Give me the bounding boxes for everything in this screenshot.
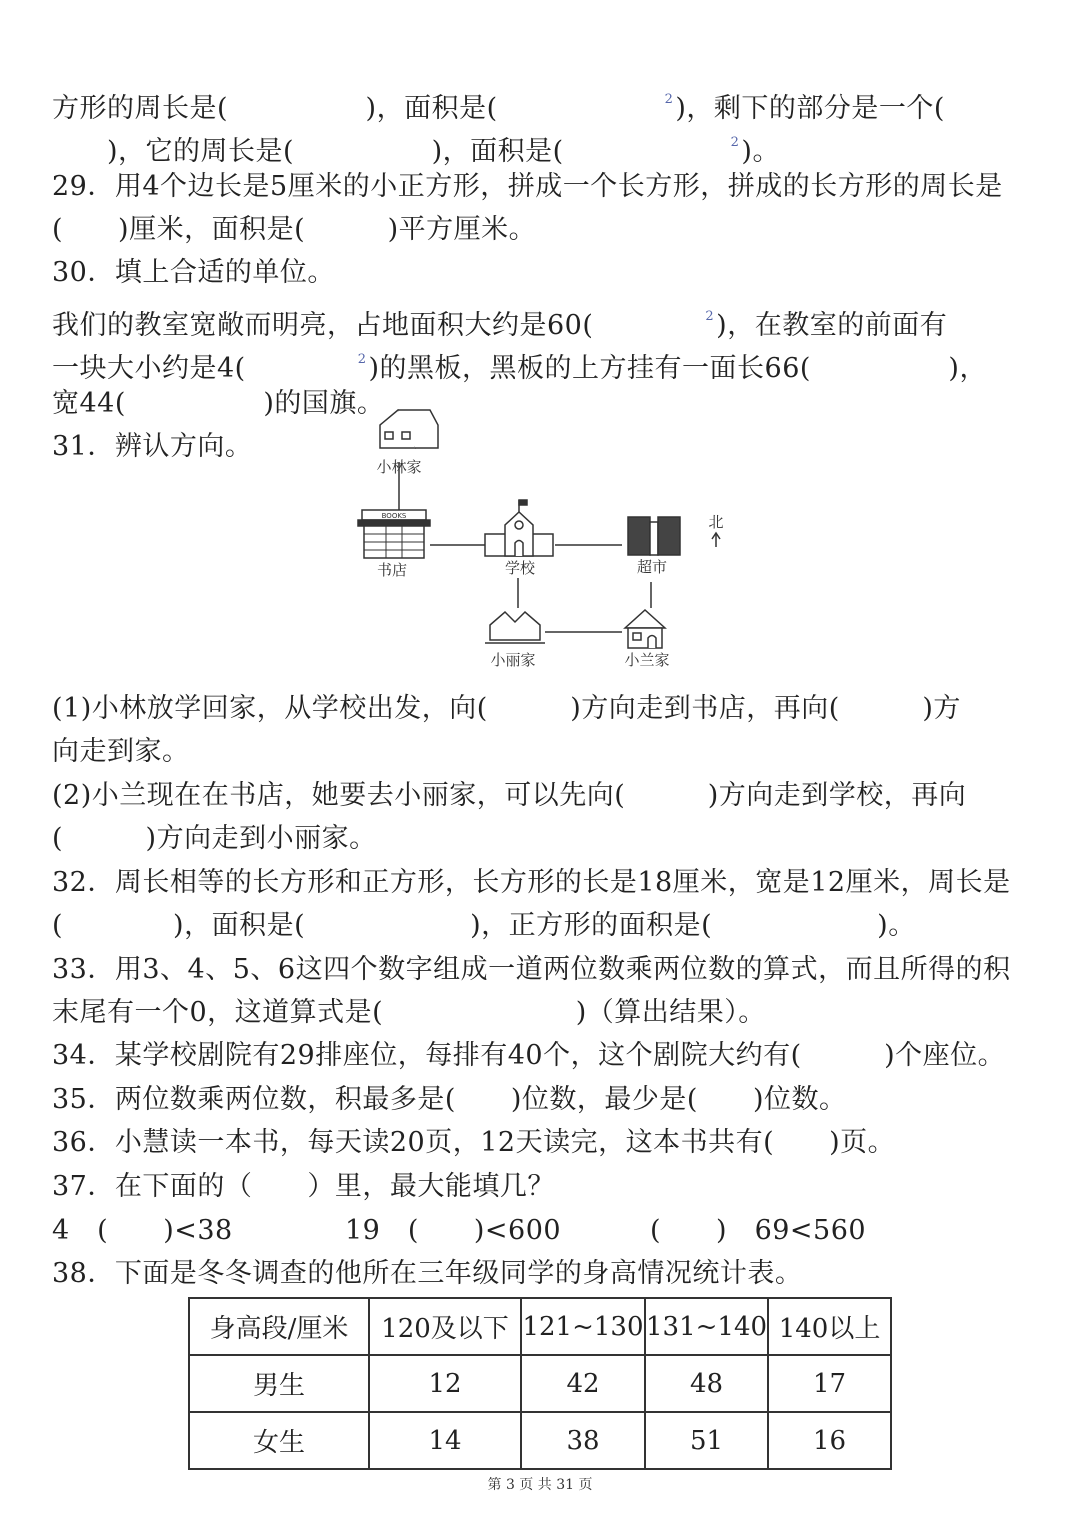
table-cell: 16 <box>768 1412 891 1469</box>
text-segment: 30．填上合适的单位。 <box>52 257 335 288</box>
text-segment: 35．两位数乘两位数，积最多是( )位数，最少是( )位数。 <box>52 1084 847 1115</box>
table-cell: 12 <box>369 1355 521 1412</box>
supermarket-icon <box>628 517 680 555</box>
text-segment: ( )厘米，面积是( )平方厘米。 <box>52 214 537 245</box>
xiaolin-home-icon <box>380 410 438 448</box>
table-cell: 17 <box>768 1355 891 1412</box>
north-label: 北 <box>708 513 724 531</box>
text-line <box>52 1083 847 1117</box>
text-line <box>52 213 536 247</box>
text-line <box>52 1170 555 1204</box>
inequality-3[interactable]: ( ) 69<560 <box>650 1215 867 1246</box>
text-segment: 方形的周长是( )，面积是( <box>52 93 663 124</box>
superscript-2: 2 <box>705 309 715 324</box>
table-header-cell: 身高段/厘米 <box>189 1298 369 1355</box>
text-segment: )的黑板，黑板的上方挂有一面长66( )， <box>368 353 987 384</box>
table-header-cell: 121~130 <box>521 1298 645 1355</box>
table-cell: 女生 <box>189 1412 369 1469</box>
xiaoli-home-label: 小丽家 <box>490 651 536 669</box>
text-segment: )。 <box>741 136 780 167</box>
text-segment: 32．周长相等的长方形和正方形，长方形的长是18厘米，宽是12厘米，周长是 <box>52 867 1011 898</box>
direction-map <box>340 400 740 680</box>
table-header-row <box>189 1298 891 1355</box>
school-icon <box>485 500 553 556</box>
text-segment: 34．某学校剧院有29排座位，每排有40个，这个剧院大约有( )个座位。 <box>52 1040 1006 1071</box>
text-line <box>52 822 377 856</box>
text-segment: 36．小慧读一本书，每天读20页，12天读完，这本书共有( )页。 <box>52 1127 896 1158</box>
text-segment: 我们的教室宽敞而明亮，占地面积大约是60( <box>52 310 704 341</box>
text-segment: 29．用4个边长是5厘米的小正方形，拼成一个长方形，拼成的长方形的周长是 <box>52 171 1003 202</box>
table-header-cell: 120及以下 <box>369 1298 521 1355</box>
superscript-2: 2 <box>357 352 367 367</box>
xiaoli-home-icon <box>485 612 545 643</box>
xiaolin-home-label: 小林家 <box>376 458 422 476</box>
inequality-1[interactable]: 4 ( )<38 <box>52 1215 233 1246</box>
text-segment: (2)小兰现在在书店，她要去小丽家，可以先向( )方向走到学校，再向 <box>52 780 967 811</box>
text-line <box>52 1126 895 1160</box>
text-line <box>52 1039 1005 1073</box>
text-line <box>52 692 961 726</box>
table-header-cell: 131~140 <box>645 1298 768 1355</box>
table-cell: 48 <box>645 1355 768 1412</box>
inequality-2[interactable]: 19 ( )<600 <box>345 1215 562 1246</box>
text-segment: ( )方向走到小丽家。 <box>52 823 377 854</box>
supermarket-label: 超市 <box>636 558 668 576</box>
xiaolan-home-icon <box>625 610 665 648</box>
page-footer: 第 3 页 共 31 页 <box>487 1477 593 1493</box>
table-row <box>189 1355 891 1412</box>
text-line <box>52 387 384 421</box>
text-segment: )，在教室的前面有 <box>716 310 948 341</box>
text-line <box>52 83 945 126</box>
north-arrow-icon <box>712 533 720 547</box>
text-segment: 37．在下面的（ ）里，最大能填几？ <box>52 1171 555 1202</box>
text-segment: )，它的周长是( )，面积是( <box>52 136 729 167</box>
text-line <box>52 909 916 943</box>
table-cell: 51 <box>645 1412 768 1469</box>
text-line <box>52 953 1011 987</box>
text-segment: 宽44( )的国旗。 <box>52 388 385 419</box>
text-line <box>52 996 766 1030</box>
text-line <box>52 1257 802 1291</box>
table-cell: 男生 <box>189 1355 369 1412</box>
bookstore-label: 书店 <box>376 561 408 579</box>
text-line <box>52 430 252 464</box>
text-segment: 31．辨认方向。 <box>52 431 253 462</box>
text-line <box>52 866 1011 900</box>
table-cell: 38 <box>521 1412 645 1469</box>
superscript-2: 2 <box>664 92 674 107</box>
text-segment: ( )，面积是( )，正方形的面积是( )。 <box>52 910 916 941</box>
text-line <box>52 126 780 169</box>
text-segment: 33．用3、4、5、6这四个数字组成一道两位数乘两位数的算式，而且所得的积 <box>52 954 1011 985</box>
text-segment: 一块大小约是4( <box>52 353 356 384</box>
bookstore-sign: BOOKS <box>381 512 407 520</box>
text-segment: 38．下面是冬冬调查的他所在三年级同学的身高情况统计表。 <box>52 1258 803 1289</box>
text-line <box>52 779 966 813</box>
text-line <box>52 343 987 386</box>
table-cell: 42 <box>521 1355 645 1412</box>
text-segment: )，剩下的部分是一个( <box>675 93 945 124</box>
text-line <box>52 170 1003 204</box>
text-segment: 末尾有一个0，这道算式是( )（算出结果）。 <box>52 997 766 1028</box>
school-label: 学校 <box>504 559 536 577</box>
table-row <box>189 1412 891 1469</box>
text-segment: 向走到家。 <box>52 736 190 767</box>
text-line <box>52 300 947 343</box>
text-line <box>52 256 335 290</box>
text-segment: (1)小林放学回家，从学校出发，向( )方向走到书店，再向( )方 <box>52 693 961 724</box>
text-line <box>52 735 190 769</box>
xiaolan-home-label: 小兰家 <box>624 651 670 669</box>
height-statistics-table <box>188 1297 892 1470</box>
superscript-2: 2 <box>730 135 740 150</box>
table-cell: 14 <box>369 1412 521 1469</box>
table-header-cell: 140以上 <box>768 1298 891 1355</box>
